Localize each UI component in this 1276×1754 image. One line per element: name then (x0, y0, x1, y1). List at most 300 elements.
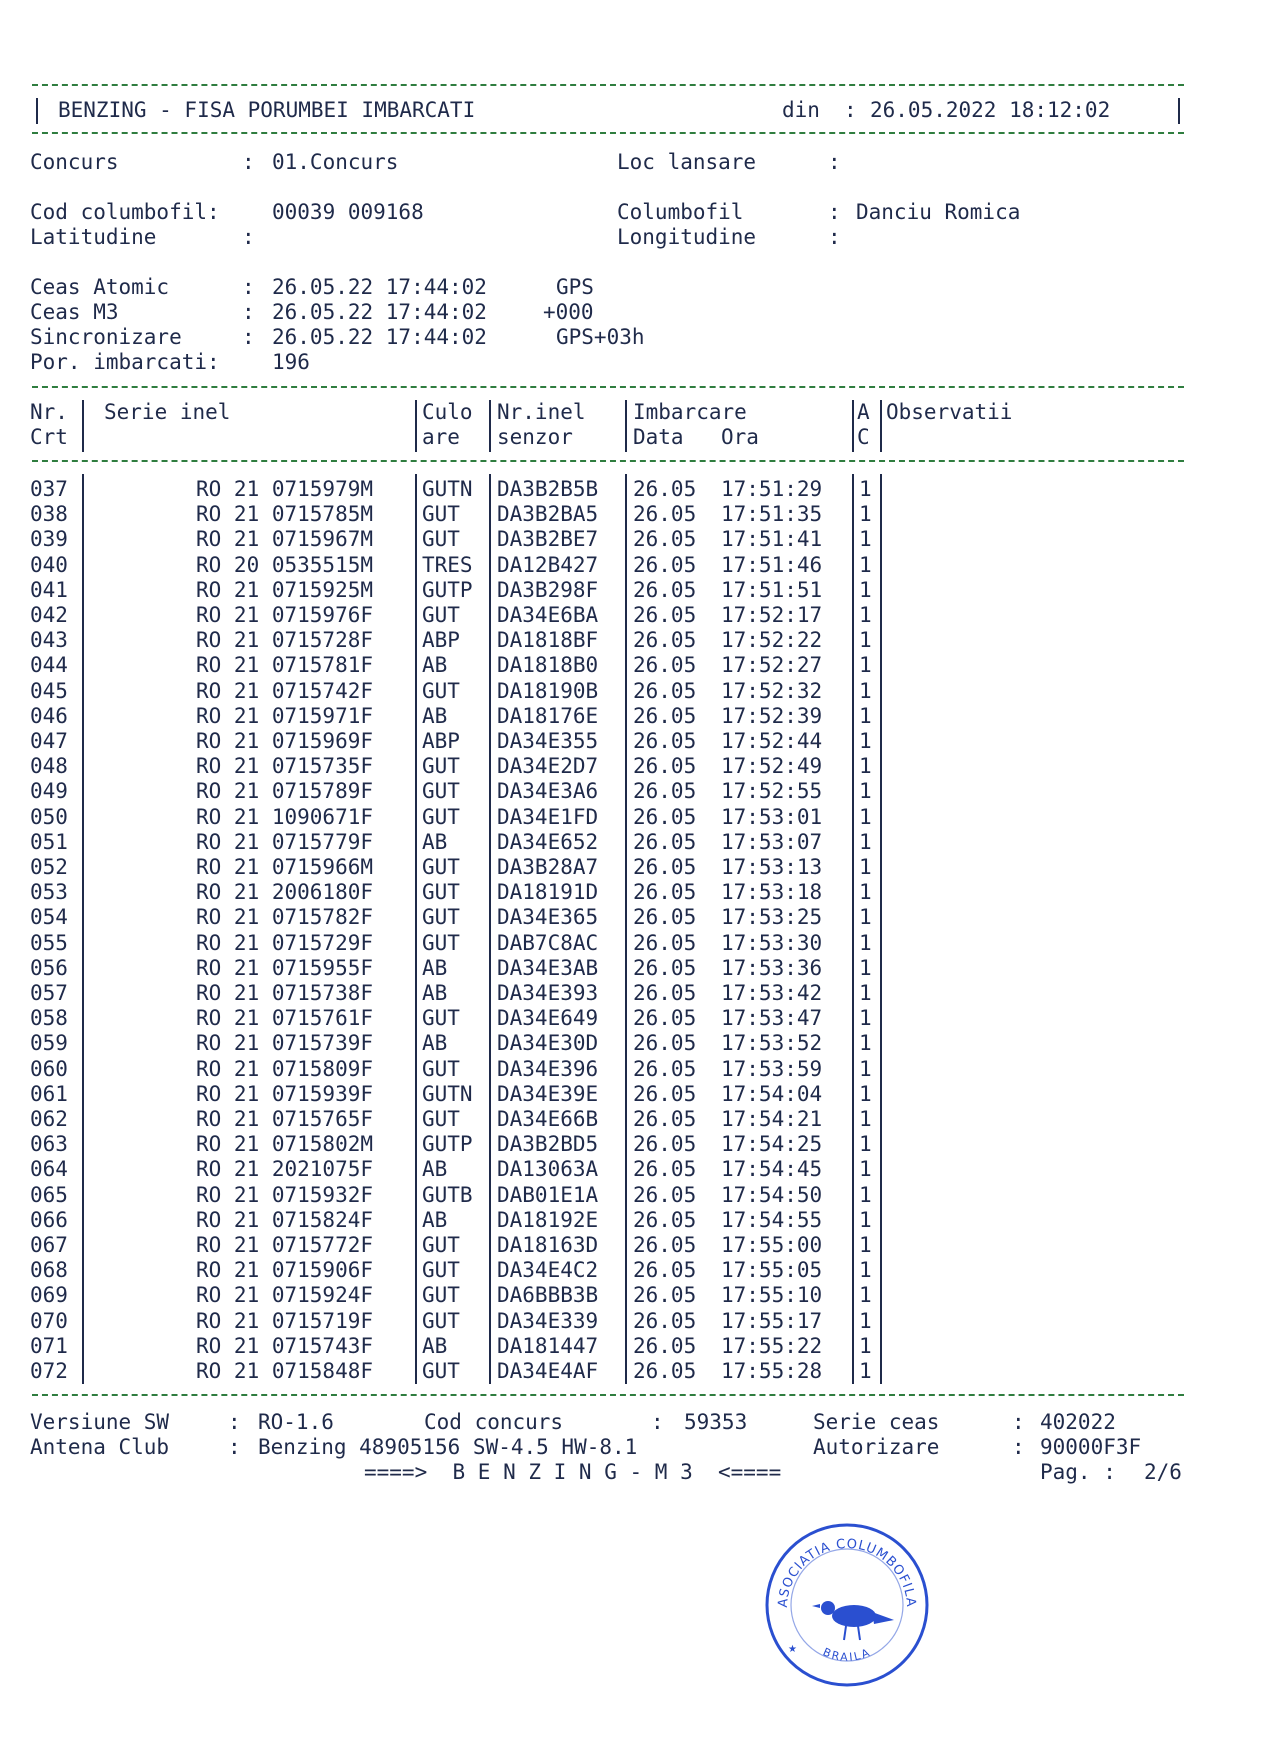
table-row (0, 1233, 1276, 1258)
cell-culoare: AB (422, 1031, 448, 1056)
cell-ac: 1 (859, 729, 872, 753)
cell-senzor: DA1818BF (497, 628, 599, 653)
hdr-sep-2 (415, 400, 417, 452)
cell-nr: 061 (30, 1081, 68, 1106)
cell-serie: RO 21 0715719F (196, 1308, 374, 1333)
cell-ac: 1 (859, 1182, 872, 1207)
antena-value: Benzing 48905156 SW-4.5 HW-8.1 (258, 1435, 638, 1459)
concurs-value: 01.Concurs (272, 150, 399, 174)
cell-senzor: DA1818B0 (497, 653, 599, 678)
cell-data: 26.05 (633, 1182, 697, 1207)
cell-nr: 059 (30, 1031, 68, 1056)
cell-data: 26.05 (633, 502, 697, 527)
cod-concurs-sep: : (651, 1410, 664, 1434)
sincronizare-label: Sincronizare (30, 325, 182, 349)
cell-senzor: DA12B427 (497, 552, 599, 577)
cell-senzor: DA34E3AB (497, 955, 599, 980)
ceas-m3-sep: : (242, 300, 255, 324)
cell-serie: RO 21 0715735F (196, 754, 374, 779)
cell-ora: 17:54:45 (721, 1157, 823, 1182)
por-imbarcati-value: 196 (272, 350, 310, 374)
table-row (0, 855, 1276, 880)
cell-nr: 070 (30, 1308, 68, 1333)
cell-ora: 17:53:25 (721, 905, 823, 930)
cell-senzor: DA34E339 (497, 1308, 599, 1333)
cell-nr: 037 (30, 477, 68, 501)
col-header-culoare-2: are (422, 425, 460, 449)
cell-senzor: DA3B2BD5 (497, 1132, 599, 1157)
col-header-ac-2: C (857, 425, 870, 449)
table-row (0, 1258, 1276, 1283)
cell-nr: 042 (30, 603, 68, 627)
cell-ora: 17:55:28 (721, 1359, 823, 1383)
cell-nr: 043 (30, 628, 68, 653)
table-row (0, 653, 1276, 678)
table-row (0, 1132, 1276, 1157)
cell-data: 26.05 (633, 1333, 697, 1358)
versiune-label: Versiune SW (30, 1410, 170, 1434)
serie-ceas-value: 402022 (1040, 1410, 1116, 1434)
cell-serie: RO 21 0715781F (196, 653, 374, 678)
cod-concurs-value: 59353 (684, 1410, 748, 1434)
pigeon-icon (812, 1601, 894, 1640)
cell-senzor: DA34E652 (497, 829, 599, 854)
cell-ora: 17:52:49 (721, 754, 823, 779)
cell-culoare: GUT (422, 678, 460, 703)
cell-culoare: GUT (422, 855, 460, 879)
cell-culoare: GUT (422, 1006, 460, 1031)
cell-ora: 17:53:18 (721, 880, 823, 905)
cell-ac: 1 (859, 829, 872, 854)
cell-culoare: GUT (422, 1283, 460, 1308)
cell-data: 26.05 (633, 577, 697, 602)
col-header-senzor-2: senzor (497, 425, 573, 449)
cell-data: 26.05 (633, 779, 697, 804)
cell-data: 26.05 (633, 1006, 697, 1031)
cell-serie: RO 21 0715782F (196, 905, 374, 930)
cell-data: 26.05 (633, 1308, 697, 1333)
ceas-atomic-sep: : (242, 275, 255, 299)
cell-data: 26.05 (633, 754, 697, 779)
cell-data: 26.05 (633, 1283, 697, 1308)
cell-nr: 069 (30, 1283, 68, 1308)
cell-culoare: GUT (422, 804, 460, 829)
association-stamp (762, 1520, 932, 1690)
cell-data: 26.05 (633, 930, 697, 955)
cell-ora: 17:54:25 (721, 1132, 823, 1157)
table-row (0, 1082, 1276, 1107)
cell-culoare: ABP (422, 729, 460, 753)
cell-senzor: DA34E393 (497, 981, 599, 1005)
cell-ora: 17:55:00 (721, 1233, 823, 1257)
cell-serie: RO 21 0715939F (196, 1081, 374, 1106)
cell-ora: 17:51:41 (721, 527, 823, 552)
cell-ora: 17:55:10 (721, 1283, 823, 1308)
cell-senzor: DA34E355 (497, 729, 599, 753)
hdr-sep-5 (852, 400, 854, 452)
col-header-nr-1: Nr. (30, 400, 68, 424)
cell-nr: 046 (30, 703, 68, 728)
cell-ac: 1 (859, 1359, 872, 1383)
cell-culoare: GUT (422, 603, 460, 627)
table-row (0, 779, 1276, 804)
cell-data: 26.05 (633, 1157, 697, 1182)
cell-data: 26.05 (633, 1132, 697, 1157)
table-row (0, 1283, 1276, 1308)
cell-senzor: DA34E1FD (497, 804, 599, 829)
cell-data: 26.05 (633, 603, 697, 627)
versiune-value: RO-1.6 (258, 1410, 334, 1434)
cell-serie: RO 21 2021075F (196, 1157, 374, 1182)
cell-data: 26.05 (633, 1258, 697, 1283)
cell-culoare: GUT (422, 502, 460, 527)
cell-ac: 1 (859, 955, 872, 980)
cell-culoare: AB (422, 955, 448, 980)
cell-data: 26.05 (633, 905, 697, 930)
cell-serie: RO 21 0715802M (196, 1132, 374, 1157)
cell-senzor: DA6BBB3B (497, 1283, 599, 1308)
cell-data: 26.05 (633, 804, 697, 829)
top-rule-2 (32, 132, 1184, 134)
cell-ora: 17:53:59 (721, 1056, 823, 1081)
cell-serie: RO 21 0715924F (196, 1283, 374, 1308)
table-row (0, 931, 1276, 956)
table-bottom-rule (32, 1394, 1184, 1396)
cell-data: 26.05 (633, 1359, 697, 1383)
antena-sep: : (228, 1435, 241, 1459)
cell-nr: 065 (30, 1182, 68, 1207)
header-left-bar (36, 98, 38, 124)
cell-ora: 17:55:17 (721, 1308, 823, 1333)
cell-nr: 060 (30, 1056, 68, 1081)
col-header-serie: Serie inel (104, 400, 231, 424)
table-row (0, 1359, 1276, 1384)
cell-ac: 1 (859, 1132, 872, 1157)
cell-ac: 1 (859, 880, 872, 905)
serie-ceas-label: Serie ceas (813, 1410, 940, 1434)
cell-ora: 17:53:07 (721, 829, 823, 854)
cell-data: 26.05 (633, 653, 697, 678)
cell-nr: 064 (30, 1157, 68, 1182)
cell-nr: 071 (30, 1333, 68, 1358)
col-header-imbarcare: Imbarcare (633, 400, 747, 424)
cell-nr: 044 (30, 653, 68, 678)
cell-ac: 1 (859, 779, 872, 804)
cell-serie: RO 20 0535515M (196, 552, 374, 577)
cell-senzor: DA3B2B5B (497, 477, 599, 501)
cell-culoare: GUT (422, 1233, 460, 1257)
col-header-observatii: Observatii (886, 400, 1013, 424)
cell-serie: RO 21 0715955F (196, 955, 374, 980)
cell-nr: 052 (30, 855, 68, 879)
table-row (0, 704, 1276, 729)
stamp-top-text: ASOCIATIA COLUMBOFILA (775, 1536, 919, 1609)
cell-serie: RO 21 0715824F (196, 1207, 374, 1232)
cell-culoare: GUTN (422, 1081, 473, 1106)
cell-serie: RO 21 0715728F (196, 628, 374, 653)
cod-columbofil-label: Cod columbofil: (30, 200, 220, 224)
cell-culoare: AB (422, 1207, 448, 1232)
concurs-sep: : (242, 150, 255, 174)
table-row (0, 502, 1276, 527)
col-header-data: Data (633, 425, 684, 449)
cell-senzor: DA3B298F (497, 577, 599, 602)
cod-concurs-label: Cod concurs (424, 1410, 564, 1434)
cell-nr: 072 (30, 1359, 68, 1383)
cell-data: 26.05 (633, 527, 697, 552)
cell-data: 26.05 (633, 552, 697, 577)
table-row (0, 603, 1276, 628)
cell-senzor: DA34E66B (497, 1107, 599, 1131)
table-row (0, 527, 1276, 552)
col-header-senzor-1: Nr.inel (497, 400, 586, 424)
cell-senzor: DA18163D (497, 1233, 599, 1257)
cell-ac: 1 (859, 653, 872, 678)
cell-senzor: DAB7C8AC (497, 930, 599, 955)
cell-ora: 17:53:36 (721, 955, 823, 980)
table-row (0, 1183, 1276, 1208)
cell-senzor: DA34E2D7 (497, 754, 599, 779)
cell-serie: RO 21 0715906F (196, 1258, 374, 1283)
cell-ac: 1 (859, 754, 872, 779)
header-right-bar (1178, 98, 1180, 124)
cell-nr: 040 (30, 552, 68, 577)
cell-culoare: GUT (422, 779, 460, 804)
page-label: Pag. : (1040, 1460, 1116, 1484)
cell-data: 26.05 (633, 1056, 697, 1081)
cell-nr: 068 (30, 1258, 68, 1283)
star-icon: ★ (788, 1644, 797, 1655)
cell-serie: RO 21 0715739F (196, 1031, 374, 1056)
cell-culoare: AB (422, 703, 448, 728)
longitudine-label: Longitudine (617, 225, 757, 249)
cell-serie: RO 21 2006180F (196, 880, 374, 905)
cell-culoare: AB (422, 653, 448, 678)
table-row (0, 1157, 1276, 1182)
cell-culoare: GUTN (422, 477, 473, 501)
ceas-m3-value: 26.05.22 17:44:02 (272, 300, 487, 324)
cell-senzor: DA18176E (497, 703, 599, 728)
cell-data: 26.05 (633, 829, 697, 854)
cell-serie: RO 21 0715967M (196, 527, 374, 552)
table-row (0, 1334, 1276, 1359)
cell-ac: 1 (859, 527, 872, 552)
cell-serie: RO 21 0715932F (196, 1182, 374, 1207)
cell-senzor: DA3B2BE7 (497, 527, 599, 552)
cell-serie: RO 21 0715809F (196, 1056, 374, 1081)
cell-ac: 1 (859, 1006, 872, 1031)
sincronizare-value: 26.05.22 17:44:02 (272, 325, 487, 349)
table-row (0, 1057, 1276, 1082)
table-row (0, 905, 1276, 930)
cell-data: 26.05 (633, 1207, 697, 1232)
cell-data: 26.05 (633, 880, 697, 905)
cell-data: 26.05 (633, 1233, 697, 1257)
hdr-sep-3 (489, 400, 491, 452)
col-header-culoare-1: Culo (422, 400, 473, 424)
cell-ac: 1 (859, 577, 872, 602)
cell-senzor: DA34E365 (497, 905, 599, 930)
cell-culoare: GUT (422, 1308, 460, 1333)
cell-ac: 1 (859, 1031, 872, 1056)
col-header-ora: Ora (721, 425, 759, 449)
table-row (0, 729, 1276, 754)
cell-culoare: GUT (422, 905, 460, 930)
cell-senzor: DA3B28A7 (497, 855, 599, 879)
cell-nr: 058 (30, 1006, 68, 1031)
cell-culoare: TRES (422, 552, 473, 577)
cell-culoare: GUT (422, 754, 460, 779)
cell-data: 26.05 (633, 628, 697, 653)
cell-data: 26.05 (633, 678, 697, 703)
cell-nr: 063 (30, 1132, 68, 1157)
cell-serie: RO 21 0715742F (196, 678, 374, 703)
cell-senzor: DA3B2BA5 (497, 502, 599, 527)
cell-serie: RO 21 0715772F (196, 1233, 374, 1257)
versiune-sep: : (228, 1410, 241, 1434)
autorizare-value: 90000F3F (1040, 1435, 1142, 1459)
cell-ora: 17:54:55 (721, 1207, 823, 1232)
cell-data: 26.05 (633, 1081, 697, 1106)
cell-ac: 1 (859, 905, 872, 930)
cell-culoare: GUT (422, 1258, 460, 1283)
cell-nr: 066 (30, 1207, 68, 1232)
table-row (0, 956, 1276, 981)
cell-senzor: DA34E6BA (497, 603, 599, 627)
cell-nr: 049 (30, 779, 68, 804)
cell-ac: 1 (859, 855, 872, 879)
cell-ac: 1 (859, 1081, 872, 1106)
cell-senzor: DA34E4C2 (497, 1258, 599, 1283)
longitudine-sep: : (828, 225, 841, 249)
cell-serie: RO 21 0715979M (196, 477, 374, 501)
cell-senzor: DA34E30D (497, 1031, 599, 1056)
date-label: din (782, 98, 820, 122)
cell-ac: 1 (859, 1308, 872, 1333)
cell-senzor: DAB01E1A (497, 1182, 599, 1207)
table-row (0, 1006, 1276, 1031)
cell-senzor: DA34E3A6 (497, 779, 599, 804)
cell-nr: 057 (30, 981, 68, 1005)
page-number: 2/6 (1144, 1460, 1182, 1484)
table-row (0, 754, 1276, 779)
loc-lansare-label: Loc lansare (617, 150, 757, 174)
cell-ora: 17:53:42 (721, 981, 823, 1005)
sincronizare-sep: : (242, 325, 255, 349)
cell-nr: 041 (30, 577, 68, 602)
cell-senzor: DA13063A (497, 1157, 599, 1182)
cell-ac: 1 (859, 1233, 872, 1257)
latitudine-label: Latitudine (30, 225, 157, 249)
cell-senzor: DA34E396 (497, 1056, 599, 1081)
cell-serie: RO 21 0715848F (196, 1359, 374, 1383)
cell-ac: 1 (859, 628, 872, 653)
autorizare-label: Autorizare (813, 1435, 940, 1459)
table-row (0, 1107, 1276, 1132)
cell-nr: 047 (30, 729, 68, 753)
date-sep: : (844, 98, 857, 122)
page-title: BENZING - FISA PORUMBEI IMBARCATI (58, 98, 476, 122)
cell-ac: 1 (859, 930, 872, 955)
cell-ora: 17:55:05 (721, 1258, 823, 1283)
columbofil-label: Columbofil (617, 200, 744, 224)
cell-nr: 055 (30, 930, 68, 955)
autorizare-sep: : (1012, 1435, 1025, 1459)
ceas-m3-label: Ceas M3 (30, 300, 119, 324)
cell-ac: 1 (859, 552, 872, 577)
cell-ora: 17:52:17 (721, 603, 823, 627)
cell-culoare: AB (422, 829, 448, 854)
cell-data: 26.05 (633, 729, 697, 753)
cell-nr: 048 (30, 754, 68, 779)
ceas-atomic-label: Ceas Atomic (30, 275, 170, 299)
cell-senzor: DA34E4AF (497, 1359, 599, 1383)
table-row (0, 805, 1276, 830)
cell-ac: 1 (859, 1207, 872, 1232)
cell-culoare: GUT (422, 1056, 460, 1081)
cell-ac: 1 (859, 703, 872, 728)
cell-ac: 1 (859, 502, 872, 527)
col-header-ac-1: A (857, 400, 870, 424)
cell-ora: 17:53:52 (721, 1031, 823, 1056)
cell-ac: 1 (859, 1333, 872, 1358)
benzing-banner: ====> B E N Z I N G - M 3 <==== (364, 1460, 782, 1484)
cell-nr: 039 (30, 527, 68, 552)
table-row (0, 628, 1276, 653)
table-row (0, 981, 1276, 1006)
table-row (0, 1309, 1276, 1334)
concurs-label: Concurs (30, 150, 119, 174)
cell-ac: 1 (859, 804, 872, 829)
cell-serie: RO 21 0715976F (196, 603, 374, 627)
por-imbarcati-label: Por. imbarcati: (30, 350, 220, 374)
table-row (0, 830, 1276, 855)
cell-ac: 1 (859, 1157, 872, 1182)
cell-senzor: DA18190B (497, 678, 599, 703)
cell-ac: 1 (859, 1107, 872, 1131)
cell-culoare: AB (422, 1157, 448, 1182)
cell-ora: 17:53:13 (721, 855, 823, 879)
cell-ora: 17:51:35 (721, 502, 823, 527)
cell-ac: 1 (859, 1056, 872, 1081)
cell-culoare: GUT (422, 880, 460, 905)
cell-senzor: DA18191D (497, 880, 599, 905)
cell-ora: 17:52:55 (721, 779, 823, 804)
cell-nr: 038 (30, 502, 68, 527)
table-row (0, 578, 1276, 603)
cell-nr: 062 (30, 1107, 68, 1131)
cell-culoare: GUT (422, 1359, 460, 1383)
cell-ora: 17:51:51 (721, 577, 823, 602)
cell-serie: RO 21 0715785M (196, 502, 374, 527)
ceas-atomic-extra: GPS (556, 275, 594, 299)
cell-data: 26.05 (633, 955, 697, 980)
cell-senzor: DA18192E (497, 1207, 599, 1232)
cell-ora: 17:51:46 (721, 552, 823, 577)
cell-nr: 051 (30, 829, 68, 854)
table-top-rule (32, 386, 1184, 388)
cell-serie: RO 21 0715743F (196, 1333, 374, 1358)
cell-ac: 1 (859, 1258, 872, 1283)
table-row (0, 1031, 1276, 1056)
cell-ora: 17:52:22 (721, 628, 823, 653)
serie-ceas-sep: : (1012, 1410, 1025, 1434)
table-row (0, 880, 1276, 905)
cell-ora: 17:52:27 (721, 653, 823, 678)
cell-serie: RO 21 0715789F (196, 779, 374, 804)
cell-ac: 1 (859, 603, 872, 627)
cell-culoare: GUTB (422, 1182, 473, 1207)
